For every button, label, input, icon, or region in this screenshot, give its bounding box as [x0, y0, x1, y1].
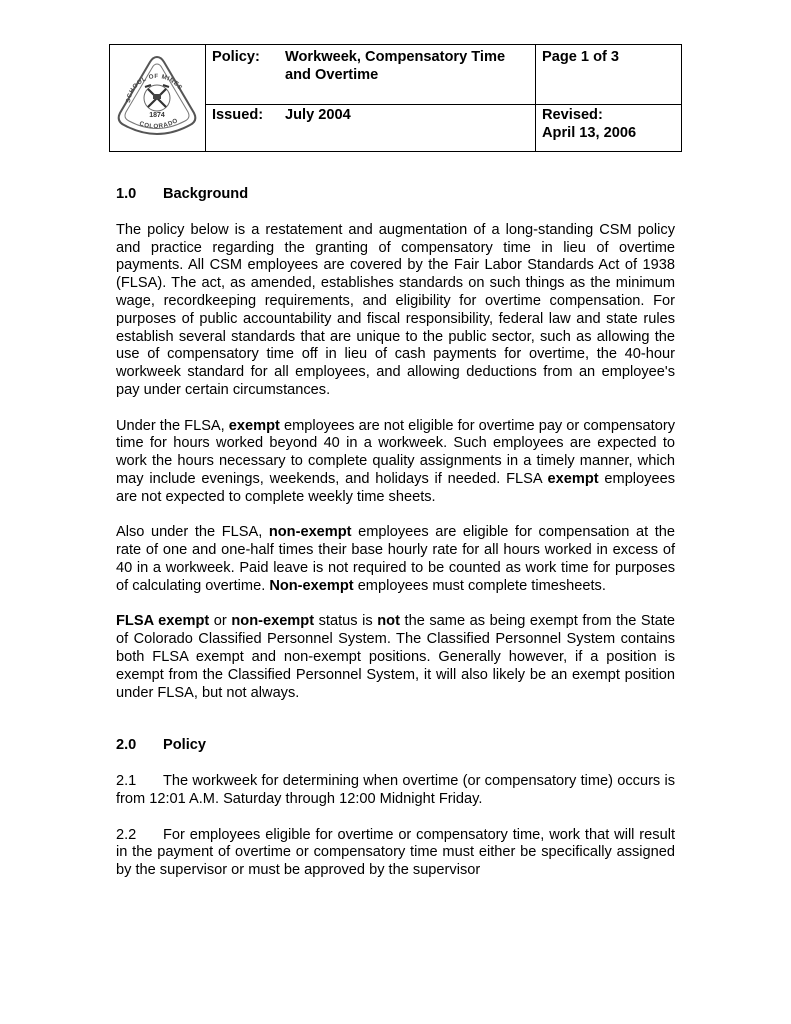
background-paragraph-3: Also under the FLSA, non-exempt employees are eligible for compensation at the rate of one and one-half times their base hourly rate for all hours worked in excess of 40 in a workweek. Paid leave is not required to be counted as work time for purposes of calculating overtime. Non-exempt employees must complete timesheets. — [116, 524, 675, 594]
logo-text-bottom: COLORADO — [138, 117, 180, 131]
page-number: Page 1 of 3 — [542, 49, 620, 65]
revised-label: Revised: — [542, 106, 603, 123]
background-paragraph-4: FLSA exempt or non-exempt status is not the same as being exempt from the State of Colorado Classified Personnel System. The Classified Personnel System contains both FLSA exempt and non-exempt positions. Generally however, if a position is exempt from the Classified Personnel System, it will also likely be an exempt position under FLSA, but not always. — [116, 613, 675, 701]
policy-item-2-1: 2.1 The workweek for determining when overtime (or compensatory time) occurs is from 12:01 A.M. Saturday through 12:00 Midnight Friday. — [116, 773, 675, 807]
issued-label: Issued: — [212, 106, 264, 123]
school-of-mines-seal-logo — [114, 51, 200, 147]
logo-year: 1874 — [149, 112, 165, 119]
policy-label: Policy: — [212, 49, 260, 65]
section-heading-background: 1.0 Background — [116, 186, 249, 202]
section-heading-policy: 2.0 Policy — [116, 737, 206, 754]
logo-text-top: SCHOOL OF MINES — [124, 72, 184, 104]
revised-cell — [536, 104, 682, 151]
policy-title-cell — [206, 45, 536, 105]
issued-cell — [206, 104, 536, 151]
background-paragraph-1: The policy below is a restatement and augmentation of a long-standing CSM policy and practice regarding the granting of compensatory time in lieu of overtime payments. All CSM employees are covered by the Fair Labor Standards Act of 1938 (FLSA). The act, as amended, establishes standards on such things as the minimum wage, recordkeeping requirements, and eligibility for overtime compensation. For purposes of public accountability and fiscal responsibility, federal law and state rules establish several standards that are unique to the public sector, such as allowing the use of compensatory time off in lieu of cash payments for overtime, the 40-hour workweek standard for all employees, and allowing deductions from an employee's pay under certain circumstances. — [116, 221, 675, 398]
document-body — [116, 186, 675, 880]
policy-item-2-2: 2.2 For employees eligible for overtime or compensatory time, work that will result in the payment of overtime or compensatory time must either be specifically assigned by the supervisor or must be approved by the supervisor — [116, 826, 675, 879]
page-number-cell — [536, 45, 682, 105]
policy-header-table — [109, 44, 682, 152]
revised-date: April 13, 2006 — [542, 124, 637, 141]
issued-date: July 2004 — [285, 106, 351, 123]
logo-cell — [110, 45, 206, 152]
background-paragraph-2: Under the FLSA, exempt employees are not eligible for overtime pay or compensatory time for hours worked beyond 40 in a workweek. Such employees are expected to work the hours necessary to complete quality assignments in a timely manner, which may include evenings, weekends, and holidays if needed. FLSA exempt employees are not expected to complete weekly time sheets. — [116, 417, 675, 505]
policy-title: Workweek, Compensatory Time and Overtime — [285, 49, 506, 83]
